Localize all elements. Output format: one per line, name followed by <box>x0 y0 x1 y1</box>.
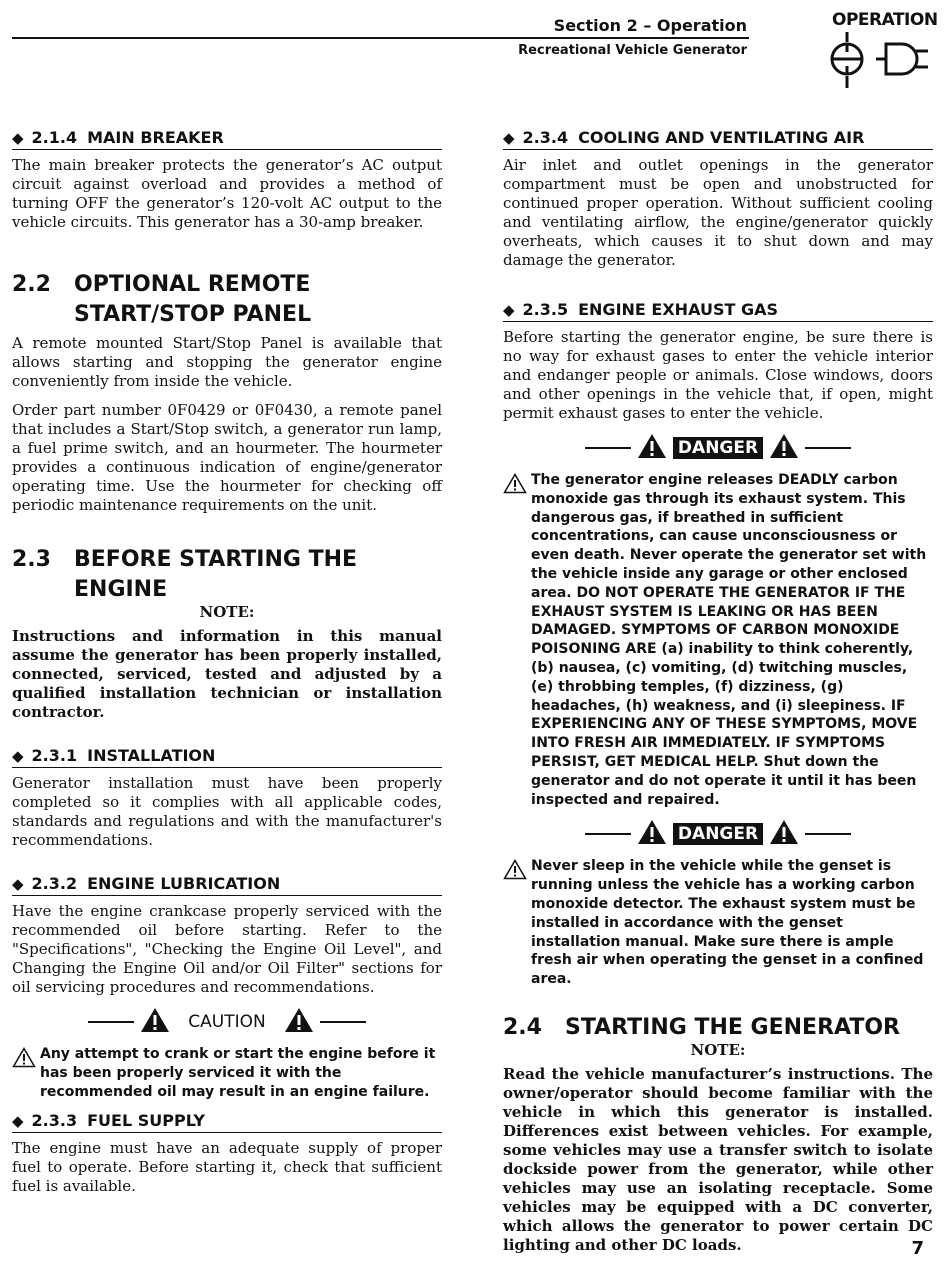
remote-panel-text-2: Order part number 0F0429 or 0F0430, a remote panel that includes a Start/Stop switch, a generator run lamp, a fuel prime switch, and an hourmeter. The hourmeter provides a continuous indication of engine/generator operating time. Use the hourmeter for checking off periodic maintenance requirements on the unit. <box>12 401 442 514</box>
warning-triangle-icon <box>284 1007 314 1037</box>
danger-message-1: The generator engine releases DEADLY carbon monoxide gas through its exhaust system. This dangerous gas, if breathed in sufficient concentrations, can cause unconsciousness or even death. Never operate the generator set with the vehicle inside any garage or other enclosed area. DO NOT OPERATE THE GENERATOR IF THE EXHAUST SYSTEM IS LEAKING OR HAS BEEN DAMAGED. SYMPTOMS OF CARBON MONOXIDE POISONING ARE (a) inability to think coherently, (b) nausea, (c) vomiting, (d) twitching muscles, (e) throbbing temples, (f) dizziness, (g) headaches, (h) weakness, and (i) sleepiness. IF EXPERIENCING ANY OF THESE SYMPTOMS, MOVE INTO FRESH AIR IMMEDIATELY. IF SYMPTOMS PERSIST, GET MEDICAL HELP. Shut down the generator and do not operate it until it has been inspected and repaired. <box>503 471 933 809</box>
danger-label: DANGER <box>673 437 763 459</box>
heading-2-2: 2.2 OPTIONAL REMOTE START/STOP PANEL <box>12 272 312 327</box>
heading-2-3-5: ◆ 2.3.5 ENGINE EXHAUST GAS <box>503 300 933 322</box>
warning-triangle-icon <box>769 819 799 849</box>
section-title: Section 2 – Operation <box>553 16 747 35</box>
diamond-bullet-icon: ◆ <box>12 875 24 893</box>
warning-outline-icon <box>503 857 531 884</box>
warning-triangle-icon <box>769 433 799 463</box>
main-breaker-text: The main breaker protects the generator’s AC output circuit against overload and provides a method of turning OFF the generator’s 120-volt AC output to the vehicle circuits. This generator has a 30-amp breaker. <box>12 156 442 231</box>
caution-label: CAUTION <box>188 1012 266 1032</box>
heading-2-3-1: ◆ 2.3.1 INSTALLATION <box>12 746 442 768</box>
diamond-bullet-icon: ◆ <box>12 1112 24 1131</box>
danger-message-2: Never sleep in the vehicle while the genset is running unless the vehicle has a working carbon monoxide detector. The exhaust system must be installed in accordance with the genset installation manual. Make sure there is ample fresh air when operating the genset in a confined area. <box>503 857 933 989</box>
diamond-bullet-icon: ◆ <box>503 129 515 147</box>
remote-panel-text-1: A remote mounted Start/Stop Panel is available that allows starting and stopping the generator engine conveniently from inside the vehicle. <box>12 334 442 390</box>
operation-plug-icon <box>830 32 930 94</box>
heading-2-3-3: ◆ 2.3.3 FUEL SUPPLY <box>12 1111 442 1133</box>
installation-text: Generator installation must have been properly completed so it complies with all applicable codes, standards and regulations and with the manufacturer's recommendations. <box>12 774 442 849</box>
fuel-supply-text: The engine must have an adequate supply of proper fuel to operate. Before starting it, check that sufficient fuel is available. <box>12 1139 442 1196</box>
heading-2-3: 2.3 BEFORE STARTING THE ENGINE <box>12 547 358 602</box>
warning-triangle-icon <box>637 433 667 463</box>
danger-signal-1 <box>503 433 933 463</box>
note-label: NOTE: <box>199 603 255 621</box>
cooling-text: Air inlet and outlet openings in the generator compartment must be open and unobstructed for continued proper operation. Without sufficient cooling and ventilating airflow, the engine/generator quickly overheats, which causes it to shut down and may damage the generator. <box>503 156 933 269</box>
section-subtitle: Recreational Vehicle Generator <box>518 43 747 58</box>
before-starting-note: Instructions and information in this manual assume the generator has been properly installed, connected, serviced, tested and adjusted by a qualified installation technician or installation contractor. <box>12 627 442 721</box>
warning-outline-icon <box>12 1045 40 1072</box>
diamond-bullet-icon: ◆ <box>12 747 24 765</box>
note-label: NOTE: <box>690 1040 746 1059</box>
heading-2-4: 2.4 STARTING THE GENERATOR <box>503 1014 900 1040</box>
warning-outline-icon <box>503 471 531 498</box>
caution-signal <box>12 1007 442 1037</box>
exhaust-gas-text: Before starting the generator engine, be sure there is no way for exhaust gases to enter the vehicle interior and endanger people or animals. Close windows, doors and other openings in the vehicle that, if open, might permit exhaust gases to enter the vehicle. <box>503 328 933 422</box>
warning-triangle-icon <box>637 819 667 849</box>
caution-message: Any attempt to crank or start the engine before it has been properly serviced it with the recommended oil may result in an engine failure. <box>12 1045 442 1101</box>
header-rule <box>12 37 749 39</box>
heading-2-1-4: ◆ 2.1.4 MAIN BREAKER <box>12 128 442 150</box>
heading-2-3-2: ◆ 2.3.2 ENGINE LUBRICATION <box>12 874 442 896</box>
right-column <box>503 128 933 1265</box>
diamond-bullet-icon: ◆ <box>503 301 515 319</box>
starting-generator-note: Read the vehicle manufacturer’s instructions. The owner/operator should become familiar with the vehicle in which this generator is installed. Differences exist between vehicles. For example, some vehicles may use a transfer switch to isolate dockside power from the generator, while other vehicles may use an isolating receptacle. Some vehicles may be equipped with a DC converter, which allows the generator to power certain DC lighting and other DC loads. <box>503 1064 933 1254</box>
page-number: 7 <box>911 1238 924 1259</box>
diamond-bullet-icon: ◆ <box>12 129 24 147</box>
danger-label: DANGER <box>673 823 763 845</box>
left-column <box>12 128 442 1206</box>
danger-signal-2 <box>503 819 933 849</box>
operation-label: OPERATION <box>832 10 938 30</box>
lubrication-text: Have the engine crankcase properly serviced with the recommended oil before starting. Refer to the "Specifications", "Checking the Engine Oil Level", and Changing the Engine Oil and/or Oil Filter" sections for oil servicing procedures and recommendations. <box>12 902 442 996</box>
heading-2-3-4: ◆ 2.3.4 COOLING AND VENTILATING AIR <box>503 128 933 150</box>
warning-triangle-icon <box>140 1007 170 1037</box>
